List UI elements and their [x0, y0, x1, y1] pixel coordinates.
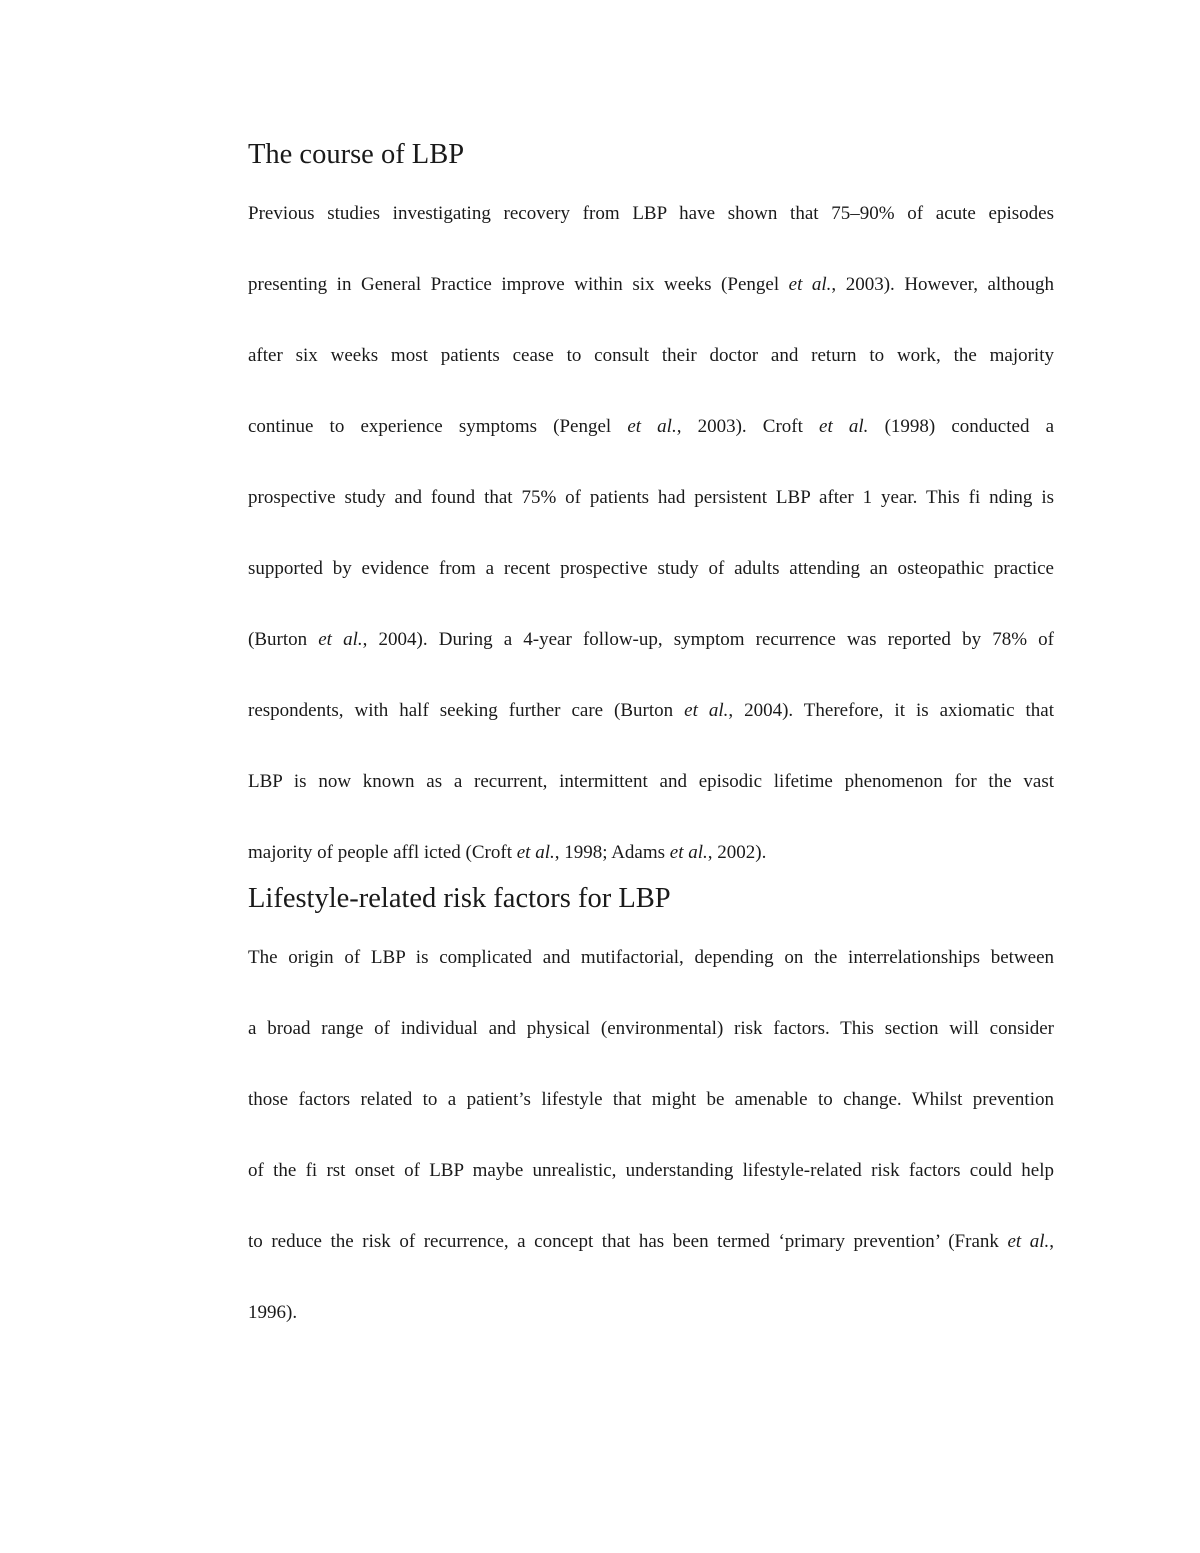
- document-page: [248, 132, 1054, 1348]
- text-line: supported by evidence from a recent prospective study of adults attending an osteopathic practice: [248, 558, 1054, 579]
- text-line: to reduce the risk of recurrence, a concept that has been termed ‘primary prevention’ (Frank et al.,: [248, 1231, 1054, 1252]
- text-line: (Burton et al., 2004). During a 4-year follow-up, symptom recurrence was reported by 78% of: [248, 629, 1054, 650]
- text-line: a broad range of individual and physical (environmental) risk factors. This section will consider: [248, 1018, 1054, 1039]
- text-line: of the fi rst onset of LBP maybe unrealistic, understanding lifestyle-related risk factors could help: [248, 1160, 1054, 1181]
- section-heading-lifestyle-risk-factors: Lifestyle-related risk factors for LBP: [248, 883, 671, 914]
- text-line: presenting in General Practice improve within six weeks (Pengel et al., 2003). However, although: [248, 274, 1054, 295]
- text-line: continue to experience symptoms (Pengel et al., 2003). Croft et al. (1998) conducted a: [248, 416, 1055, 437]
- text-line: respondents, with half seeking further care (Burton et al., 2004). Therefore, it is axiomatic that: [248, 700, 1054, 721]
- paragraph-course-of-lbp: [248, 178, 1054, 888]
- text-line: majority of people affl icted (Croft et al., 1998; Adams et al., 2002).: [248, 842, 767, 863]
- paragraph-lifestyle-risk-factors: [248, 922, 1054, 1348]
- text-line: 1996).: [248, 1302, 298, 1323]
- section-heading-course-of-lbp: The course of LBP: [248, 139, 465, 170]
- text-line: Previous studies investigating recovery from LBP have shown that 75–90% of acute episodes: [248, 203, 1054, 224]
- text-line: LBP is now known as a recurrent, intermittent and episodic lifetime phenomenon for the vast: [248, 771, 1054, 792]
- text-line: prospective study and found that 75% of patients had persistent LBP after 1 year. This fi nding is: [248, 487, 1054, 508]
- text-line: those factors related to a patient’s lifestyle that might be amenable to change. Whilst prevention: [248, 1089, 1054, 1110]
- text-line: after six weeks most patients cease to consult their doctor and return to work, the majority: [248, 345, 1054, 366]
- text-line: The origin of LBP is complicated and mutifactorial, depending on the interrelationships between: [248, 947, 1054, 968]
